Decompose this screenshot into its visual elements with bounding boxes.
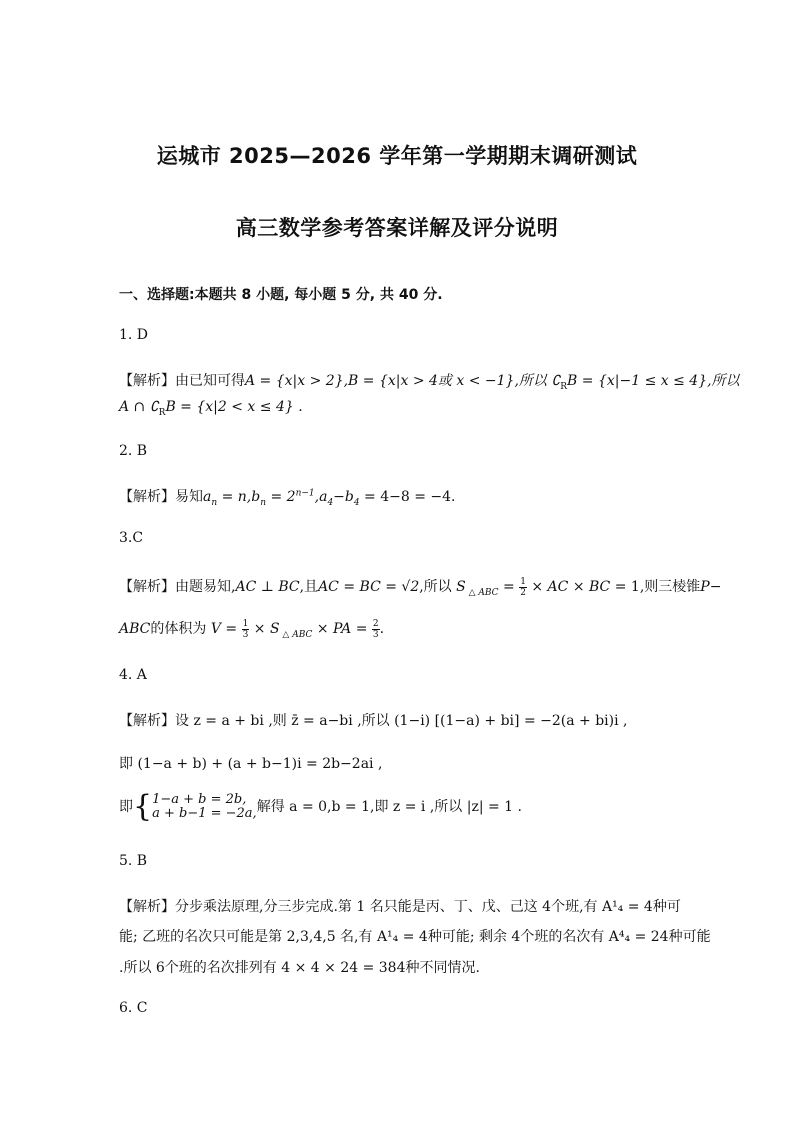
- document-title: 运城市 2025—2026 学年第一学期期末调研测试: [156, 144, 638, 168]
- solution-3-line-2: ABC的体积为 V = $\frac{1}{3}$ × S $_{\triangle ABC}$ × PA = $\frac{2}{3}$ .: [119, 618, 385, 640]
- solution-2: 【解析】易知$a_n = n,b_n = 2^{n-1},a_4-b_4 = 4-8 = -4$.: [119, 488, 456, 508]
- solution-3-line-1: 【解析】由题易知,AC ⊥ BC,且AC = BC = √2,所以 S $_{\triangle ABC}$ = $\frac{1}{2}$ × AC × BC = 1,则三棱锥P−: [119, 576, 722, 598]
- solution-4-line-3: 即{ 1−a + b = 2b, a + b−1 = −2a, 解得 a = 0,b = 1,即 z = i ,所以 |z| = 1 .: [119, 789, 522, 824]
- solution-5-line-3: .所以 6个班的名次排列有 4 × 4 × 24 = 384种不同情况.: [119, 960, 480, 976]
- answer-2: 2. B: [119, 443, 148, 459]
- document-subtitle: 高三数学参考答案详解及评分说明: [235, 216, 559, 240]
- fraction-two-thirds: $\frac{2}{3}$: [372, 618, 379, 640]
- answer-1: 1. D: [119, 327, 149, 343]
- fraction-third: $\frac{1}{3}$: [242, 618, 249, 640]
- solution-5-line-2: 能; 乙班的名次只可能是第 2,3,4,5 名,有 A¹₄ = 4种可能; 剩余 4个班的名次有 A⁴₄ = 24种可能: [119, 929, 711, 945]
- solution-1-line-2: A ∩ $∁_RB = \{x|2 < x \le 4\}$ .: [119, 399, 303, 418]
- fraction-half: $\frac{1}{2}$: [520, 576, 526, 598]
- solution-4-line-1: 【解析】设 z = a + bi ,则 z̄ = a−bi ,所以 (1−i) [(1−a) + bi] = −2(a + bi)i ,: [119, 713, 628, 729]
- solution-5-line-1: 【解析】分步乘法原理,分三步完成.第 1 名只能是丙、丁、戊、己这 4个班,有 A¹₄ = 4种可: [119, 899, 681, 915]
- answer-4: 4. A: [119, 667, 147, 683]
- solution-1-line-1: 【解析】由已知可得A = {x|x > 2},B = {x|x > 4或 x < −1},所以 $∁_RB = \{x|-1 \le x \le 4\}$,所以: [119, 373, 740, 392]
- answer-3: 3.C: [119, 530, 144, 546]
- section-heading: 一、选择题:本题共 8 小题, 每小题 5 分, 共 40 分.: [119, 287, 443, 303]
- answer-6: 6. C: [119, 1000, 148, 1016]
- equation-system: { 1−a + b = 2b, a + b−1 = −2a,: [133, 789, 257, 824]
- answer-5: 5. B: [119, 853, 148, 869]
- solution-4-line-2: 即 (1−a + b) + (a + b−1)i = 2b−2ai ,: [119, 756, 383, 772]
